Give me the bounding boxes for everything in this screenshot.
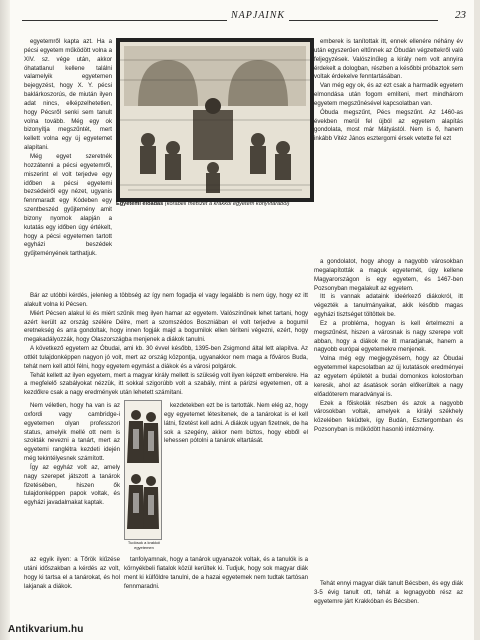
page-number: 23 [455, 9, 466, 21]
paragraph: Bár az utóbbi kérdés, jelenleg a többség az így nem fogadja el vagy legalább is nem úgy, hogy ez itt alakult volna ki Pécsen. [24, 292, 308, 308]
paragraph: a gondolatot, hogy ahogy a nagyobb városokban megalapították a maguk egyetemét, úgy kellene Magyarországon is egy egyetem, és 1467-ben Pozsonyban megalakult az egyetem. [314, 258, 463, 292]
paragraph: Nem véletlen, hogy ha van is az oxfordi vagy cambridge-i egyetemen olyan professzori status, amelyik mellé ott nem is szokták nevezni a tanárt, mert az egyetemi ranglétra kezdeti idején még tekintélyesnek számított. [24, 402, 120, 463]
scholars-illustration [124, 400, 162, 540]
caption-source: (korabeli metszet a krakkói egyetem könyvtárából) [164, 201, 290, 207]
paragraph: tanfolyamnak, hogy a tanárok ugyanazok voltak, és a tanulók is a környékbeli fiatalok közül kerültek ki. Tudjuk, hogy sok magyar diák ment ki külföldre tanulni, de a hazai egyetemek nem tudtak tartósan fennmaradni. [124, 556, 308, 590]
paragraph: Így az egyház volt az, amely nagy szerepet játszott a tanárok fizetésében, hiszen ők tulajdonképpen papok voltak, és egyházi javadalmakat kaptak. [24, 463, 120, 507]
paragraph: Tehát ennyi magyar diák tanult Bécsben, és egy diák 3-5 évig tanult ott, tehát a legnagyobb rész az egyetemre járt Krakkóban és Bécsben. [314, 580, 463, 605]
paragraph: Miért Pécsen alakul ki és miért szűnik meg ilyen hamar az egyetem. Valószínűnek lehet tartani, hogy azért került az ország szélére Délre, mert a szomszédos Boszniában el volt terjedve a bogumil eretnekség és arra gondoltak, hogy innen fogják majd a bogumilok ellen téríteni végezni, ezért, hogy megakadályozzák, hogy Olaszországba menjenek a diákok tanulni. [24, 309, 308, 344]
paragraph: kezdetekben ezt be is tartották. Nem elég az, hogy egy egyetemet létesítenek, de a tanárokat is el kell látni, fizetést kell adni. A diákok ugyan fizetnek, de ha sok a szegény, akkor nem biztos, hogy ebből el lehessen pótolni a tanárok eltartását. [164, 402, 308, 445]
text-column-left-middle [24, 402, 120, 552]
paragraph: Óbuda megszűnt, Pécs megszűnt. Az 1460-as években merül fel újból az egyetem alapítás gondolata, most már Mátyástól. Nem is ő, hanem inkább Vitéz János esztergomi érsek vetette fel ezt [314, 108, 463, 143]
paragraph: Ez a probléma, hogyan is kell értelmezni a megszűnést, hiszen a városnak is nagy szerepe volt abban, hogy a diákok ne itt maradjanak, hanem a nagyobb európai egyetemekre menjenek. [314, 319, 463, 354]
paragraph: Volna még egy megjegyzésem, hogy az Óbudai egyetemmel kapcsolatban az új kutatások eredményei az egyetem épületét a budai domonkos kolostorban keresik, ahol az ásatások során előkerültek a nagy előadóterem maradványai is. [314, 355, 463, 398]
page-edge [474, 0, 480, 640]
paragraph: egyetemről kapta azt. Ha a pécsi egyetem működött volna a XIV. sz. vége után, akkor óhatatlanul kellene találni valamelyik egyetemen bejegyzést, hogy X. Y. pécsi baklárkoszorús, de miután ilyen adat nincs, elképzelhetetlen, hogy Pécsről senki sem tanult volna tovább. Még egy ok bizonyítja megszűntét, mert kellett volna egy új egyetemet alapítani. [24, 38, 112, 152]
text-column-left-top [24, 38, 112, 290]
paragraph: A következő egyetem az Óbudai, ami kb. 30 évvel később, 1395-ben Zsigmond által lett alapítva. Az ottlét tulajdonképpen nagyon jó volt, mert az ország központja, ugyanakkor nem maga a főváros Buda, tehát nem kell attól félni, hogy egyetem egymást a diákok és a városi polgárok. [24, 345, 308, 370]
lecture-engraving-image [118, 40, 312, 200]
text-column-right-bottom [314, 580, 463, 626]
scholars-caption: Tudósok a krakkói egyetemen [127, 540, 161, 550]
scholars-figure-image [125, 401, 161, 539]
paragraph: az egyik ilyen: a Tőrök kiűzése utáni időszakban a kérdés az volt, hogy ki tartsa el a tanárokat, és hol lakjanak a diákok. [24, 556, 120, 590]
text-column-center-middle [164, 402, 308, 552]
caption-title: Egyetemi előadás [116, 201, 164, 207]
text-column-wide [24, 292, 308, 400]
text-column-right-lower [314, 258, 463, 580]
text-column-center-bottom [124, 556, 308, 626]
illustration-caption [116, 201, 312, 207]
page-binding-shadow [0, 0, 10, 640]
paragraph: emberek is tanítottak itt, ennek ellenére néhány év után egyszerűen eltűnnek az Óbudán végzettekről való feljegyzések. Valószínűleg a király nem volt annyira érdekelt a dologban, részben a későbbi próbaztok sem voltak érdekelve fenntartásában. [314, 38, 463, 81]
paragraph: Tehát kellett az ilyen egyetem, mert a magyar király mellett is szükség volt ilyen képzett emberekre. Ha a megfelelő szabályokat nézzük, itt sokkal szigorúbb volt a szabály, mint a párizsi egyetemen, ott a kezdőkre csak a nagy eredmények után lehetett számítani. [24, 371, 308, 397]
paragraph: Itt is vannak adataink ideérkező diákokról, itt végezték a tanulmányaikat, akik később magas egyházi tisztséget töltöttek be. [314, 293, 463, 319]
text-column-left-bottom [24, 556, 120, 626]
paragraph: Van még egy ok, és az ezt csak a harmadik egyetem elmondása után fogom említeni, mert mindhárom egyetem megszűnésével kapcsolatban van. [314, 82, 463, 107]
running-title: NAPJAINK [227, 10, 289, 21]
running-header [22, 8, 468, 26]
woodcut-illustration [116, 38, 314, 202]
text-column-right-top [314, 38, 463, 255]
paragraph: Ezek a főiskolák részben és azok a nagyobb városokban voltak, amelyek a királyi székhely közelében feküdtek, így Budán, Esztergomban és Pozsonyban is működött hasonló intézmény. [314, 399, 463, 434]
watermark-logo: Antikvarium.hu [8, 624, 84, 635]
paragraph: Még egyet szeretnék hozzátenni a pécsi egyetemről, miszerint el volt terjedve egy időben a pécsi egyetemi bezsédeiről egy nézet, ugyanis fennmaradt egy Kódeben egy szentbeszéd gyűjtemény amit bizony nyomok alapján a kutatás egy időben úgy értékelt, hogy a pécsi egyetemen tartott egyházi beszédek gyűjteményének tarthatjuk. [24, 152, 112, 258]
